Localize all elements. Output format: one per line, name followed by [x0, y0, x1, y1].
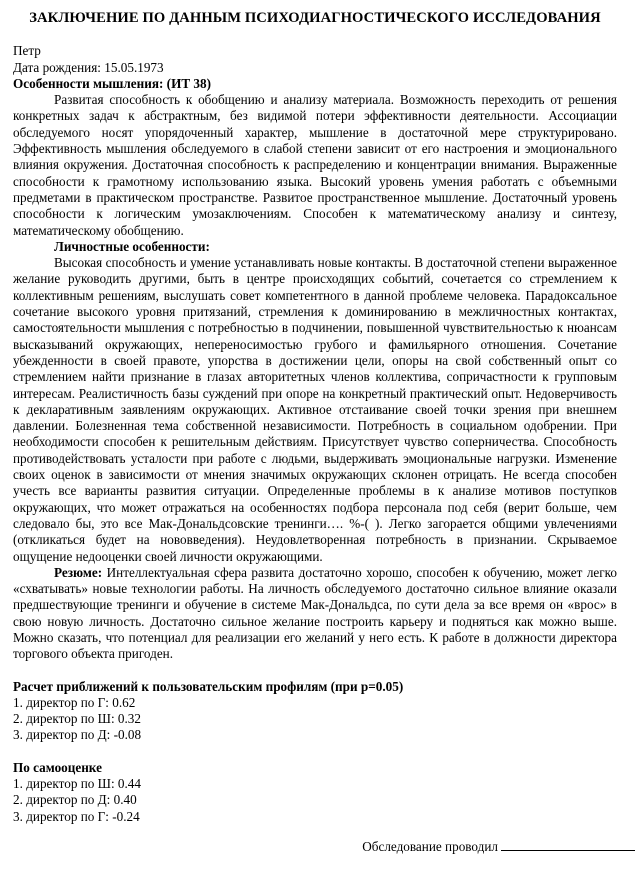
thinking-heading: Особенности мышления: (ИТ 38) [13, 75, 211, 91]
self-assessment-item: 2. директор по Д: 0.40 [13, 792, 137, 808]
signature-blank [501, 837, 635, 851]
profile-item: 2. директор по Ш: 0.32 [13, 711, 141, 727]
summary-text: Интеллектуальная сфера развита достаточно хорошо, способен к обучению, может легко «схватывать» новые технологии работы. На личность обследуемого достаточно сильное влияние оказали предшествующие тренинги и обучение в системе Мак-Дональдса, по сути дела за все время он «врос» в свою новую личность. Достаточно сильное желание построить карьеру и подняться как можно выше. Можно сказать, что потенциал для реализации его желаний у него есть. К работе в должности директора торгового объекта пригоден. [13, 564, 617, 662]
self-assessment-item: 1. директор по Ш: 0.44 [13, 776, 141, 792]
birth-date-value: 15.05.1973 [104, 59, 164, 75]
thinking-text: Развитая способность к обобщению и анализу материала. Возможность переходить от решения конкретных задач к абстрактным, без видимой потери эффективности деятельности. Ассоциации обследуемого носят упорядоченный характер, мышление в достаточной мере структурировано. Эффективность мышления обследуемого в слабой степени зависит от его настроения и эмоционального влияния окружения. Достаточная способность к распределению и концентрации внимания. Выраженные способности к грамотному использованию языка. Высокий уровень умения работать с объемными предметами в практическом пространстве. Развитое пространственное мышление. Достаточный уровень способности к логическим умозаключениям. Способен к математическому анализу и синтезу, математическому обобщению. [13, 92, 617, 238]
conclusion-document [13, 10, 617, 825]
personality-text: Высокая способность и умение устанавливать новые контакты. В достаточной степени выраженное желание руководить другими, быть в центре происходящих событий, сочетается со стремлением к коллективным решениям, выслушать совет компетентного в данной проблеме человека. Парадоксальное сочетание высокого уровня притязаний, стремления к доминированию в межличностных контактах, самостоятельности мышления с потребностью в подчинении, повышенной чувствительностью к нюансам высказываний окружающих, непереносимостью грубого и фамильярного отношения. Сочетание убежденности в своей правоте, упорства в достижении цели, опоры на свой собственный опыт со стремлением найти признание в глазах авторитетных членов коллектива, сопричастности к групповым интересам. Реалистичность базы суждений при опоре на конкретный практический опыт. Недоверчивость к декларативным заявлениям окружающих. Активное отстаивание своей точки зрения при внешнем давлении. Болезненная тема собственной независимости. Потребность в социальном одобрении. При необходимости способен к решительным действиям. Присутствует чувство соперничества. Способность противодействовать усталости при работе с людьми, выдерживать эмоциональные нагрузки. Изменение своих оценок в зависимости от мнения значимых окружающих склонен отрицать. Не всегда способен учесть все варианты развития ситуации. Определенные проблемы в к анализе мотивов поступков окружающих, что может отражаться на особенностях подбора персонала под себя (верит больше, чем следовало бы, это все Мак-Дональдсовские тренинги…. %-( ). Легко загорается общими увлечениями (откликаться будет на нововведения). Неудовлетворенная потребность в признании. Скрываемое ощущение недооценки своей личности окружающими. [13, 255, 617, 564]
birth-date-label: Дата рождения: [13, 59, 101, 75]
self-assessment-item: 3. директор по Г: -0.24 [13, 808, 140, 824]
personality-heading: Личностные особенности: [54, 238, 210, 254]
self-assessment-list [13, 776, 617, 825]
summary-paragraph [13, 565, 617, 663]
profiles-list [13, 695, 617, 744]
profiles-heading: Расчет приближений к пользовательским профилям (при p=0.05) [13, 678, 404, 694]
self-assessment-heading: По самооценке [13, 759, 102, 775]
birth-date-line [13, 60, 617, 76]
profile-item: 1. директор по Г: 0.62 [13, 694, 136, 710]
subject-name: Петр [13, 43, 41, 59]
summary-heading: Резюме: [54, 564, 103, 580]
signature-label: Обследование проводил [362, 839, 498, 854]
document-title: ЗАКЛЮЧЕНИЕ ПО ДАННЫМ ПСИХОДИАГНОСТИЧЕСКОГО ИССЛЕДОВАНИЯ [29, 10, 601, 26]
signature-line [0, 837, 637, 855]
profile-item: 3. директор по Д: -0.08 [13, 727, 142, 743]
